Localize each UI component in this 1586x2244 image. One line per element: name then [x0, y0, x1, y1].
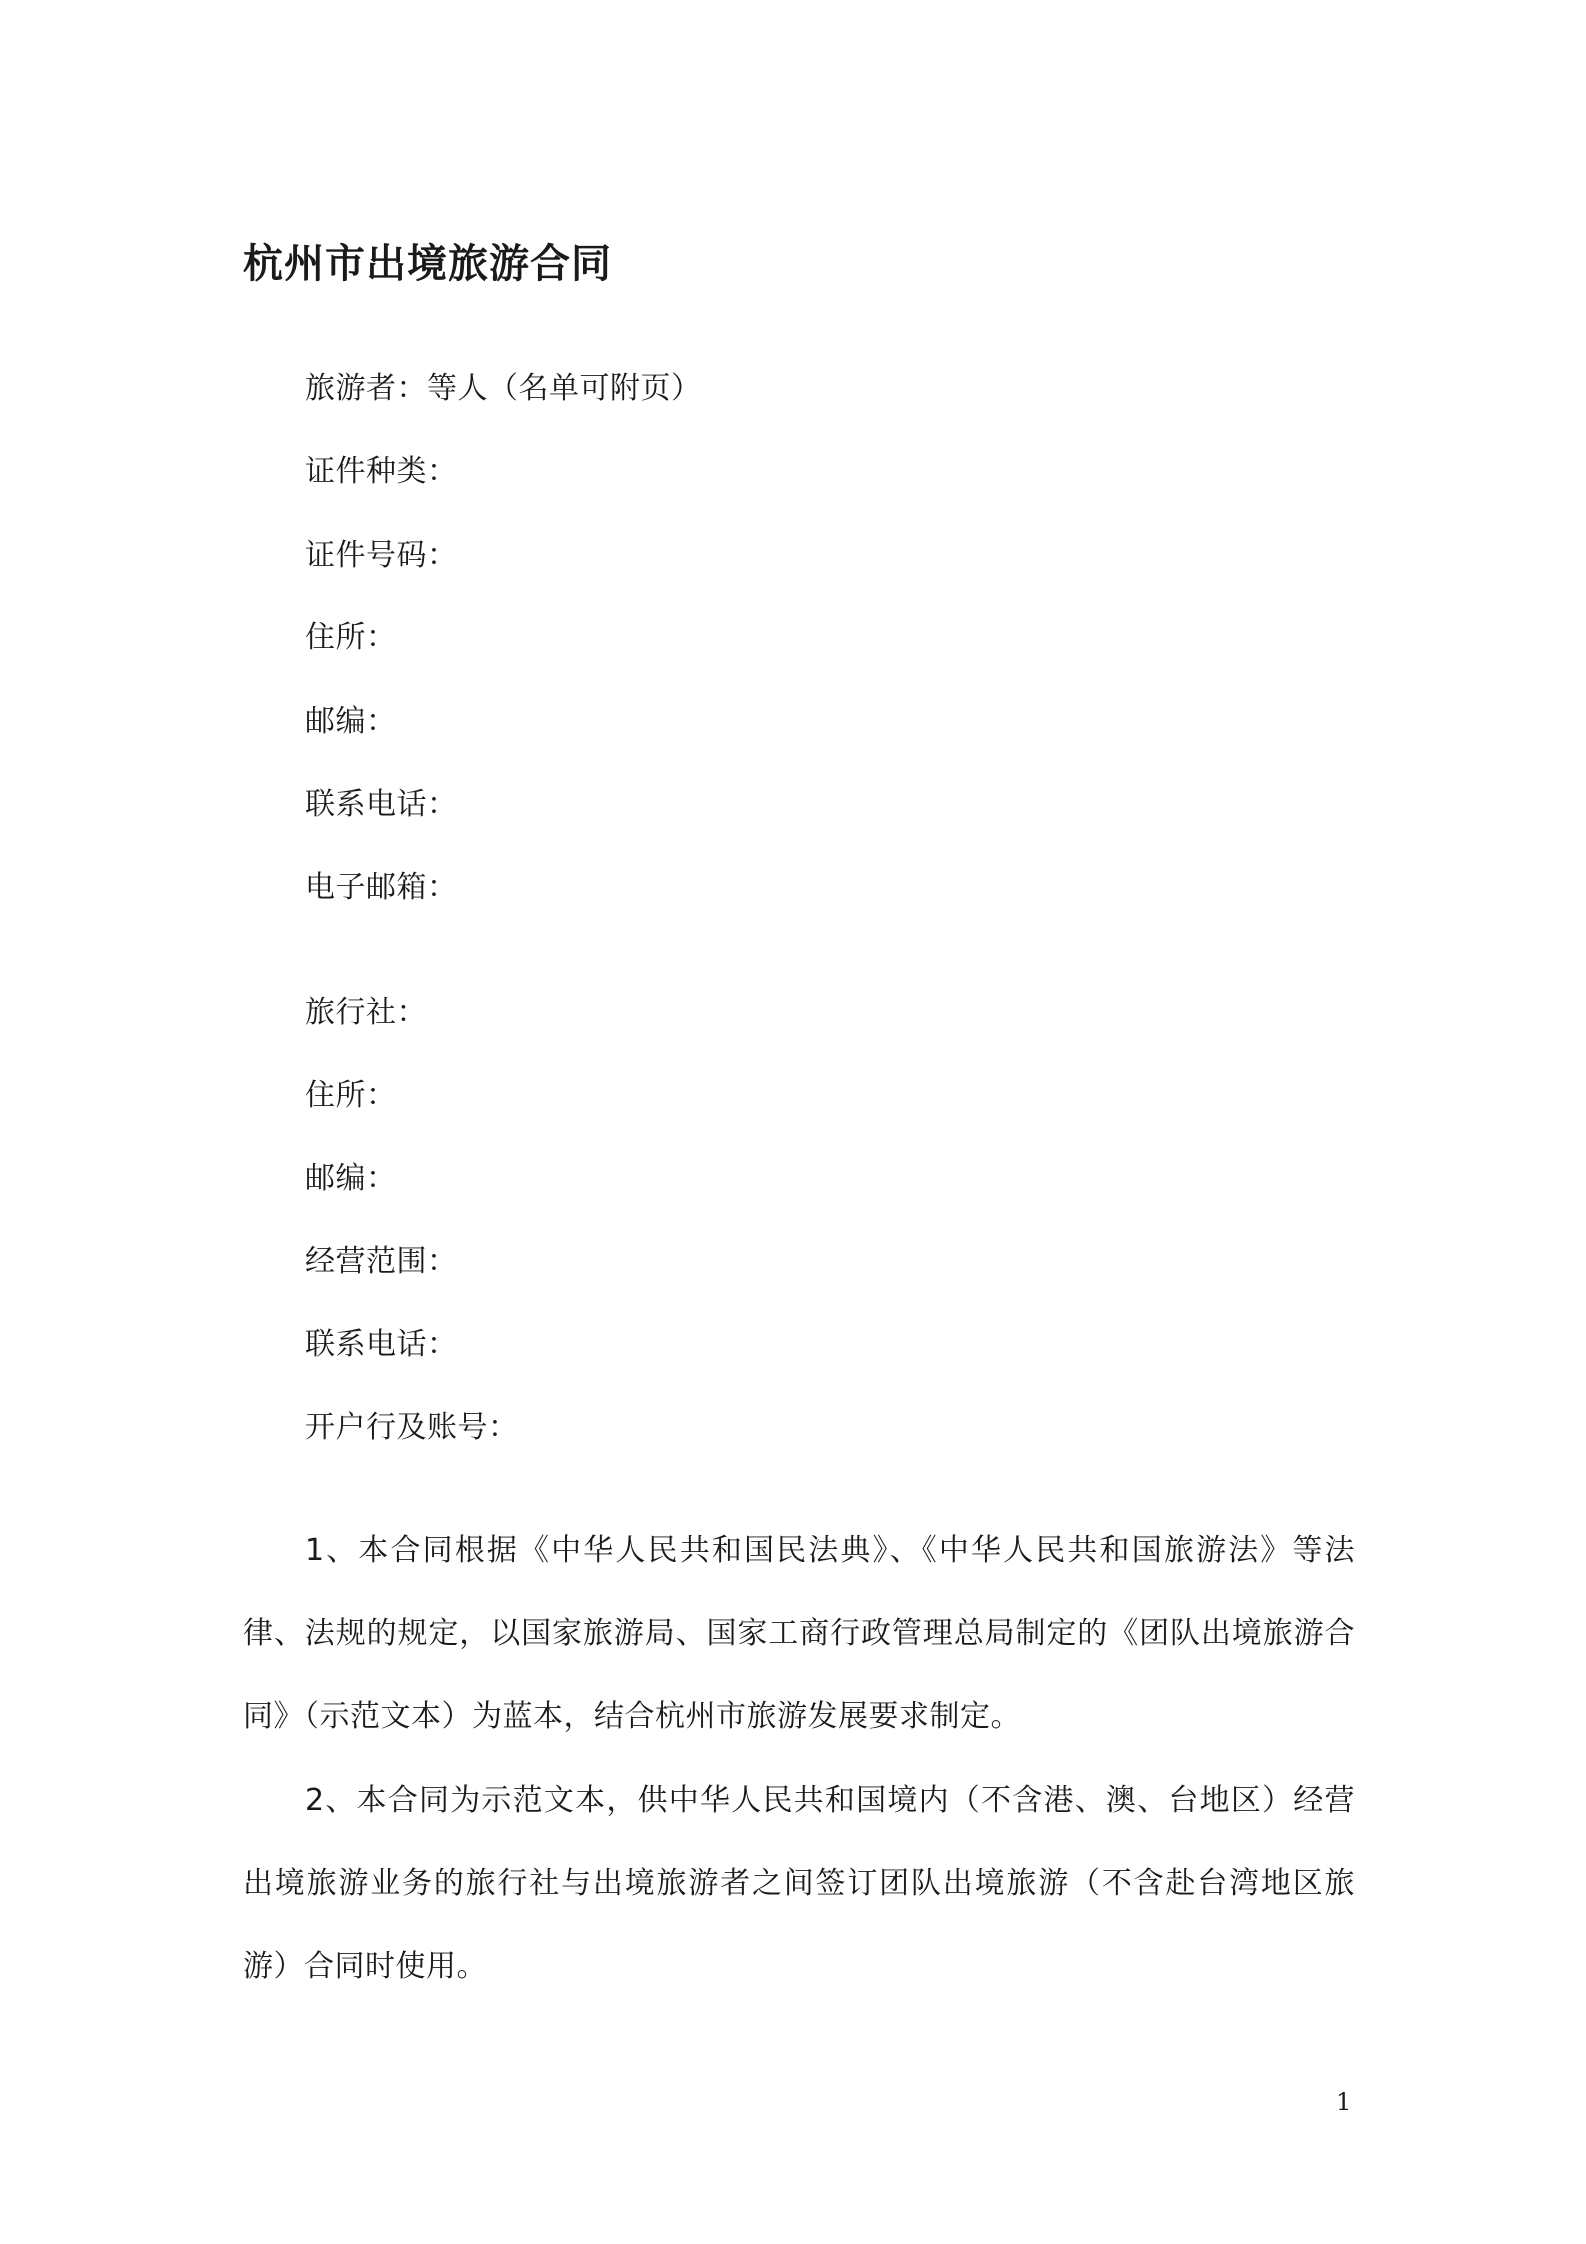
agency-phone-field: 联系电话： [305, 1327, 458, 1362]
tourist-phone-field: 联系电话： [305, 787, 458, 822]
paragraph-1: 1、本合同根据《中华人民共和国民法典》、《中华人民共和国旅游法》等法律、法规的规定，以国家旅游局、国家工商行政管理总局制定的《团队出境旅游合同》（示范文本）为蓝本，结合杭州市旅游发展要求制定。 [243, 1533, 1355, 1734]
id-number-field: 证件号码： [305, 538, 458, 573]
agency-address-field: 住所： [305, 1078, 397, 1113]
business-scope-field: 经营范围： [305, 1244, 458, 1279]
bank-account-field: 开户行及账号： [305, 1410, 519, 1445]
tourist-email-field: 电子邮箱： [305, 870, 458, 905]
tourist-address-field: 住所： [305, 620, 397, 655]
tourist-name-field: 旅游者：等人（名单可附页） [305, 371, 702, 406]
tourist-postcode-field: 邮编： [305, 704, 397, 739]
paragraph-2: 2、本合同为示范文本，供中华人民共和国境内（不含港、澳、台地区）经营出境旅游业务的旅行社与出境旅游者之间签订团队出境旅游（不含赴台湾地区旅游）合同时使用。 [243, 1783, 1355, 1984]
id-type-field: 证件种类： [305, 454, 458, 489]
document-title: 杭州市出境旅游合同 [243, 241, 612, 287]
agency-name-field: 旅行社： [305, 995, 427, 1030]
page-number: 1 [1336, 2088, 1352, 2116]
agency-postcode-field: 邮编： [305, 1161, 397, 1196]
